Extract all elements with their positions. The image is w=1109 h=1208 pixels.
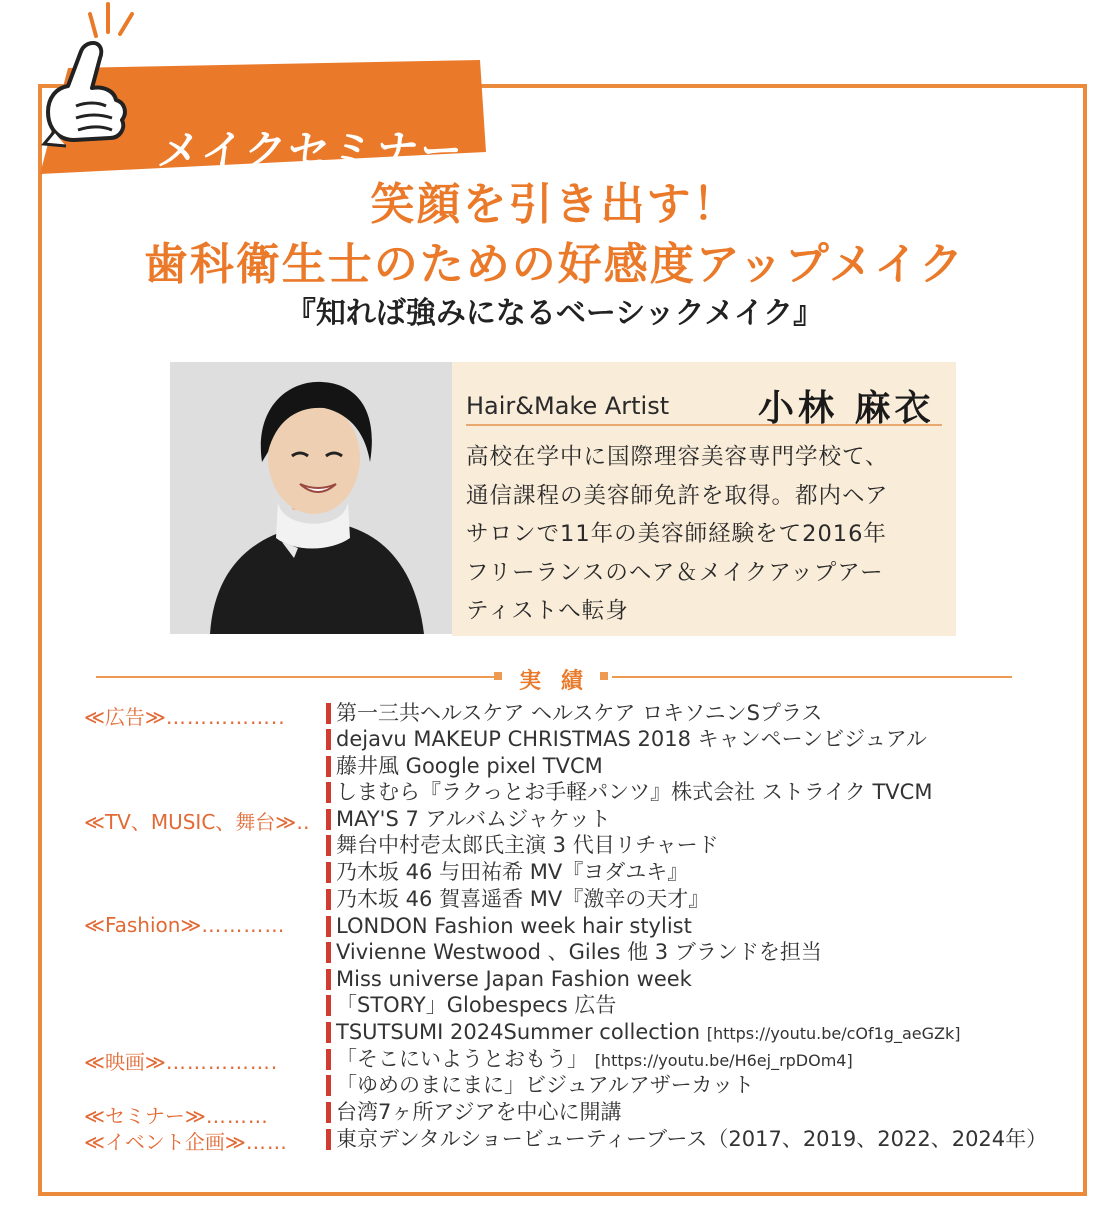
profile-panel [452, 362, 956, 636]
subtitle: 『知れば強みになるベーシックメイク』 [285, 296, 824, 331]
achievement-text: 「ゆめのまにまに」ビジュアルアザーカット [336, 1073, 755, 1097]
video-link[interactable]: [https://youtu.be/cOf1g_aeGZk] [706, 1024, 961, 1043]
video-link[interactable]: [https://youtu.be/H6ej_rpDOm4] [594, 1051, 853, 1070]
profile-name: 小林 麻衣 [758, 388, 935, 429]
achievement-item [326, 832, 719, 858]
category-leader: ……………. [165, 1050, 279, 1074]
achievement-item [326, 726, 927, 752]
category-label: ≪広告≫ [84, 705, 166, 729]
category-event [84, 1126, 288, 1155]
achievement-text: 東京デンタルショービューティーブース（2017、2019、2022、2024年） [336, 1127, 1048, 1151]
achievement-text: 乃木坂 46 賀喜遥香 MV『激辛の天才』 [336, 887, 710, 911]
artist-photo [170, 362, 454, 634]
achievement-item [326, 1046, 853, 1072]
achievement-text: 舞台中村壱太郎氏主演 3 代目リチャード [336, 833, 719, 857]
achievement-text: 乃木坂 46 与田祐希 MV『ヨダユキ』 [336, 860, 689, 884]
category-label: ≪セミナー≫ [84, 1104, 206, 1128]
achievement-item [326, 992, 616, 1018]
profile-bio: 高校在学中に国際理容美容専門学校て、 通信課程の美容師免許を取得。都内ヘア サロンで11年の美容師経験をて2016年 フリーランスのヘア＆メイクアップアー ティストへ転身 [466, 444, 889, 624]
category-label: ≪TV、MUSIC、舞台≫ [84, 810, 297, 834]
achievement-text: dejavu MAKEUP CHRISTMAS 2018 キャンペーンビジュアル [336, 727, 927, 751]
achievement-item [326, 1019, 960, 1045]
category-seminar [84, 1100, 269, 1129]
achievement-text: 第一三共ヘルスケア ヘルスケア ロキソニンSプラス [336, 701, 823, 725]
achievement-item [326, 939, 822, 965]
category-leader: ……… [205, 1104, 269, 1128]
section-rule-right [612, 676, 1012, 678]
tab-label: メイクセミナー [155, 126, 467, 175]
achievements-heading: 実 績 [519, 669, 589, 694]
achievement-item [326, 779, 932, 805]
achievement-item [326, 966, 692, 992]
category-leader: …………….. [165, 705, 286, 729]
achievement-text: 「そこにいようとおもう」 [336, 1047, 588, 1071]
achievement-text: 藤井風 Google pixel TVCM [336, 754, 603, 778]
section-dot-left [494, 672, 502, 680]
achievement-item [326, 859, 688, 885]
achievement-text: Vivienne Westwood 、Giles 他 3 ブランドを担当 [336, 940, 822, 964]
category-leader: ‥ [296, 810, 311, 834]
category-tv-music-stage [84, 806, 311, 835]
achievement-item [326, 913, 692, 939]
achievement-text: TSUTSUMI 2024Summer collection [336, 1020, 701, 1044]
achievement-text: 「STORY」Globespecs 広告 [336, 993, 617, 1017]
profile-header [466, 384, 942, 429]
category-label: ≪イベント企画≫ [84, 1130, 246, 1154]
category-label: ≪Fashion≫ [84, 913, 202, 937]
emphasis-burst-icon [88, 0, 138, 40]
achievement-item [326, 1126, 1047, 1152]
pointing-hand-icon [36, 36, 136, 148]
category-ad [84, 701, 286, 730]
section-rule-left [96, 676, 496, 678]
category-film [84, 1046, 278, 1075]
achievement-item [326, 753, 603, 779]
achievement-text: MAY'S 7 アルバムジャケット [336, 807, 611, 831]
category-fashion [84, 913, 285, 937]
main-title-line2: 歯科衛生士のための好感度アップメイク [143, 239, 966, 290]
achievement-item [326, 700, 822, 726]
category-leader: …… [245, 1130, 288, 1154]
category-label: ≪映画≫ [84, 1050, 166, 1074]
achievement-text: LONDON Fashion week hair stylist [336, 914, 692, 938]
achievement-item [326, 1099, 622, 1125]
achievement-text: 台湾7ヶ所アジアを中心に開講 [336, 1100, 622, 1124]
achievement-item [326, 806, 611, 832]
main-title-line1: 笑顔を引き出す！ [370, 179, 739, 230]
category-leader: ………… [201, 913, 286, 937]
achievement-item [326, 886, 709, 912]
profile-role: Hair&Make Artist [466, 392, 670, 420]
achievement-item [326, 1072, 754, 1098]
achievement-text: しまむら『ラクっとお手軽パンツ』株式会社 ストライク TVCM [336, 780, 933, 804]
section-dot-right [600, 672, 608, 680]
achievement-text: Miss universe Japan Fashion week [336, 967, 692, 991]
